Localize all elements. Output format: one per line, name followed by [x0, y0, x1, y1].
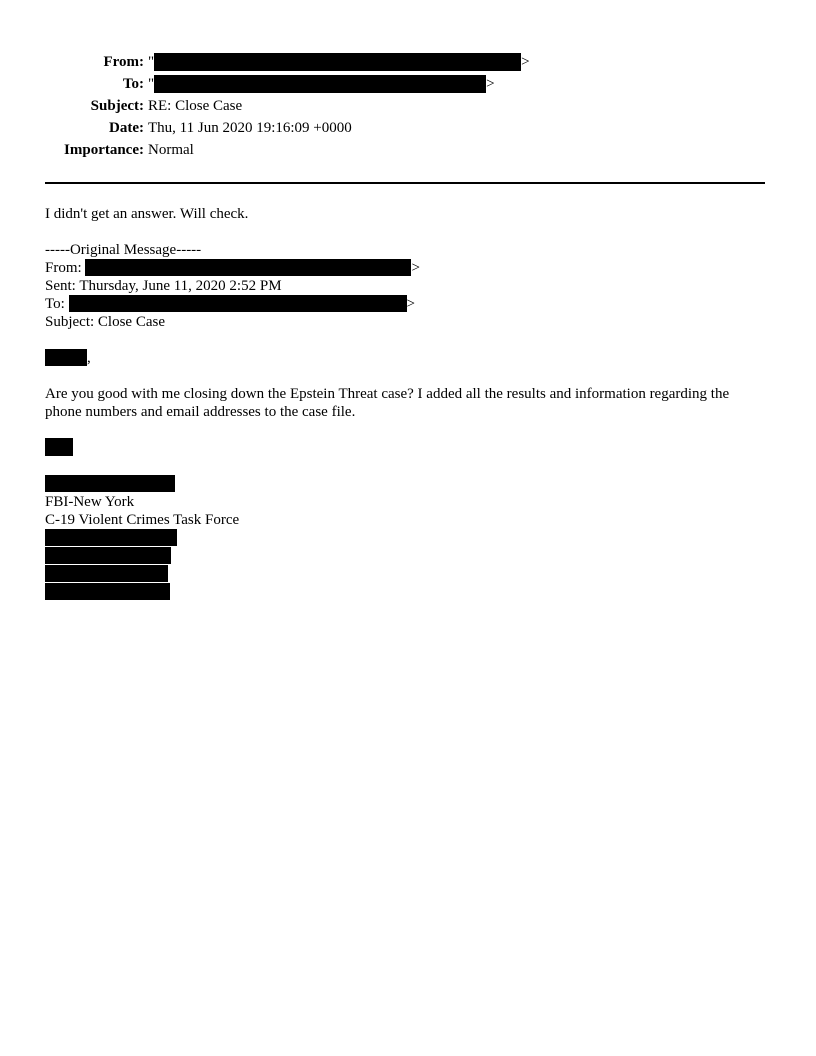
greeting-line	[45, 349, 91, 367]
signature-unit: C-19 Violent Crimes Task Force	[45, 512, 240, 528]
header-subject-value: RE: Close Case	[148, 98, 243, 114]
header-date-label: Date:	[109, 120, 144, 136]
header-subject-label: Subject:	[90, 98, 144, 114]
header-from-value	[148, 52, 530, 72]
header-to-suffix: >	[486, 76, 495, 92]
redaction-block	[45, 529, 177, 546]
header-subject-row	[0, 96, 816, 116]
header-from-label: From:	[103, 54, 144, 70]
original-subject-line: Subject: Close Case	[45, 314, 165, 330]
original-from-suffix: >	[411, 260, 420, 276]
redaction-block	[45, 547, 171, 564]
header-divider	[45, 182, 765, 184]
original-to-label: To:	[45, 296, 65, 312]
header-from-row	[0, 52, 816, 72]
original-body: Are you good with me closing down the Epstein Threat case? I added all the results and information regarding the phone numbers and email addresses to the case file.	[45, 386, 730, 420]
header-to-value	[148, 74, 495, 94]
greeting-suffix: ,	[87, 350, 91, 366]
header-importance-row	[0, 140, 816, 160]
redaction-block	[45, 565, 168, 582]
original-sent-line: Sent: Thursday, June 11, 2020 2:52 PM	[45, 278, 282, 294]
redaction-block	[154, 53, 521, 71]
redaction-block	[45, 475, 175, 492]
original-to-suffix: >	[406, 296, 416, 312]
header-date-value: Thu, 11 Jun 2020 19:16:09 +0000	[148, 120, 352, 136]
signature-office: FBI-New York	[45, 494, 135, 510]
redaction-block	[45, 349, 87, 366]
redaction-block	[154, 75, 486, 93]
redaction-block	[69, 295, 407, 312]
reply-body: I didn't get an answer. Will check.	[45, 206, 249, 222]
header-to-row	[0, 74, 816, 94]
header-importance-label: Importance:	[64, 142, 144, 158]
header-to-prefix: "	[148, 76, 155, 92]
redaction-block	[85, 259, 411, 276]
original-from-label: From:	[45, 260, 82, 276]
header-importance-value: Normal	[148, 142, 194, 158]
header-date-row	[0, 118, 816, 138]
redaction-block	[45, 438, 73, 456]
original-to-line	[45, 295, 415, 313]
header-to-label: To:	[122, 76, 144, 92]
header-from-prefix: "	[148, 54, 155, 70]
original-from-line	[45, 259, 420, 277]
header-from-suffix: >	[521, 54, 530, 70]
redaction-block	[45, 583, 170, 600]
original-message-divider: -----Original Message-----	[45, 242, 202, 258]
